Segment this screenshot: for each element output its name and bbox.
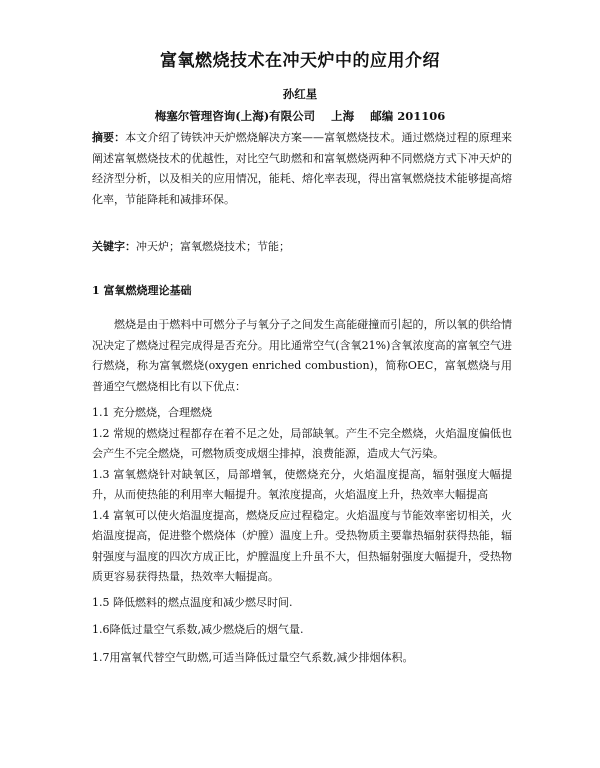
list-item-1-6: 1.6降低过量空气系数,减少燃烧后的烟气量. (92, 623, 304, 636)
section-heading-1: 1 富氧燃烧理论基础 (92, 284, 192, 297)
list-item-1-3: 1.3 富氧燃烧针对缺氧区，局部增氧，使燃烧充分，火焰温度提高，辐射强度大幅提升，从而使热能的利用率大幅提升。氧浓度提高，火焰温度上升，热效率大幅提高 (92, 467, 512, 501)
keywords-label: 关键字： (92, 240, 136, 253)
author-name: 孙红星 (282, 87, 318, 101)
advantages-list (92, 403, 512, 668)
list-item-1-5: 1.5 降低燃料的燃点温度和减少燃尽时间. (92, 595, 293, 609)
list-item-1-2: 1.2 常规的燃烧过程都存在着不足之处，局部缺氧。产生不完全燃烧，火焰温度偏低也会产生不完全燃烧，可燃物质变成烟尘排掉，浪费能源，造成大气污染。 (92, 426, 512, 460)
list-item-1-7: 1.7用富氧代替空气助燃,可适当降低过量空气系数,减少排烟体积。 (92, 650, 414, 664)
abstract (92, 128, 512, 210)
list-item-1-4: 1.4 富氧可以使火焰温度提高，燃烧反应过程稳定。火焰温度与节能效率密切相关，火焰温度提高，促进整个燃烧体（炉膛）温度上升。受热物质主要靠热辐射获得热能，辐射强度与温度的四次方成正比，炉膛温度上升虽不大，但热辐射强度大幅提升，受热物质更容易获得热量，热效率大幅提高。 (92, 508, 512, 583)
paper-title: 富氧燃烧技术在冲天炉中的应用介绍 (160, 51, 440, 71)
body-paragraph-1: 燃烧是由于燃料中可燃分子与氧分子之间发生高能碰撞而引起的，所以氧的供给情况决定了燃烧过程完成得是否充分。用比通常空气(含氧21%)含氧浓度高的富氧空气进行燃烧，称为富氧燃烧(oxygen enriched combustion)，简称OEC，富氧燃烧与用普通空气燃烧相比有以下优点： (92, 318, 512, 393)
keywords (92, 237, 512, 258)
list-item-1-1: 1.1 充分燃烧，合理燃烧 (92, 406, 212, 419)
abstract-label: 摘要： (92, 131, 126, 144)
abstract-text: 本文介绍了铸铁冲天炉燃烧解决方案——富氧燃烧技术。通过燃烧过程的原理来阐述富氧燃烧技术的优越性，对比空气助燃和和富氧燃烧两种不同燃烧方式下冲天炉的经济型分析，以及相关的应用情况，能耗、熔化率表现，得出富氧燃烧技术能够提高熔化率，节能降耗和减排环保。 (92, 131, 513, 206)
affiliation: 梅塞尔管理咨询(上海)有限公司 上海 邮编 201106 (154, 109, 446, 123)
keywords-text: 冲天炉；富氧燃烧技术；节能； (136, 240, 290, 253)
